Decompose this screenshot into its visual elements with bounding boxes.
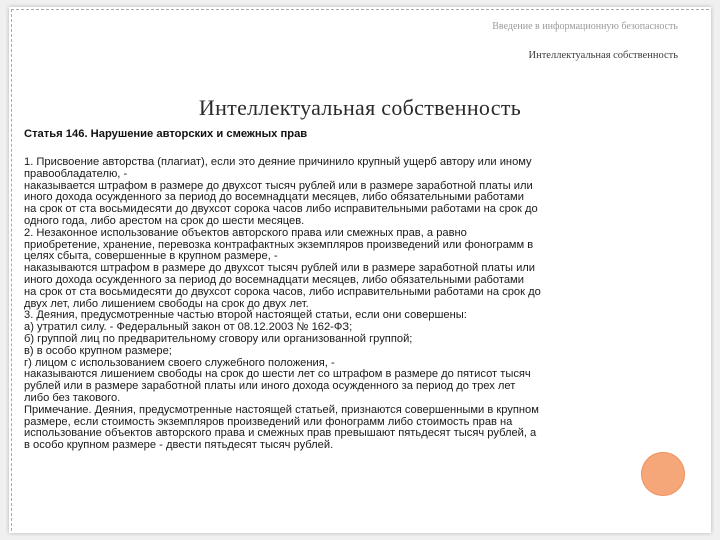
body-line: использование объектов авторского права и смежных прав превышают пятьдесят тысяч рублей, а — [24, 427, 537, 440]
body-line: либо без такового. — [24, 391, 121, 404]
body-line: а) утратил силу. - Федеральный закон от 08.12.2003 № 162-ФЗ; — [24, 321, 353, 334]
body-line: рублей или в размере заработной платы или иного дохода осужденного за период до трех лет — [24, 380, 516, 393]
body-line: Примечание. Деяния, предусмотренные настоящей статьей, признаются совершенными в крупном — [24, 403, 539, 416]
body-line: правообладателю, - — [24, 167, 128, 180]
body-line: наказываются лишением свободы на срок до шести лет со штрафом в размере до пятисот тысяч — [24, 368, 531, 381]
body-line: 2. Незаконное использование объектов авторского права или смежных прав, а равно — [24, 226, 467, 239]
body-line: на срок от ста восьмидесяти до двухсот сорока часов, либо исправительными работами на срок до — [24, 285, 541, 298]
body-line: 1. Присвоение авторства (плагиат), если это деяние причинило крупный ущерб автору или иному — [24, 156, 532, 168]
body-line: наказывается штрафом в размере до двухсот тысяч рублей или в размере заработной платы или — [24, 179, 533, 192]
slide-title: Интеллектуальная собственность — [198, 95, 522, 120]
body-line: в особо крупном размере - двести пятьдесят тысяч рублей. — [24, 439, 334, 452]
body-line: наказываются штрафом в размере до двухсот тысяч рублей или в размере заработной платы или — [24, 262, 536, 275]
header-subtitle: Интеллектуальная собственность — [528, 50, 678, 61]
body-line: б) группой лиц по предварительному сговору или организованной группой; — [24, 332, 413, 345]
orange-circle-icon — [641, 452, 685, 496]
body-line: 3. Деяния, предусмотренные частью второй настоящей статьи, если они совершены: — [24, 309, 467, 322]
body-line: г) лицом с использованием своего служебного положения, - — [24, 356, 335, 369]
body-line: размере, если стоимость экземпляров произведений или фонограмм либо стоимость прав на — [24, 415, 513, 428]
article-heading: Статья 146. Нарушение авторских и смежных прав — [24, 128, 308, 140]
dashed-border-top — [11, 9, 709, 10]
body-line: на срок от ста восьмидесяти до двухсот сорока часов либо исправительными работами на срок до — [24, 203, 538, 216]
body-line: в) в особо крупном размере; — [24, 344, 172, 357]
article-body — [24, 157, 639, 452]
body-line: иного дохода осужденного за период до восемнадцати месяцев, либо обязательными работами — [24, 273, 524, 286]
body-line: одного года, либо арестом на срок до шести месяцев. — [24, 214, 305, 227]
header-top-caption: Введение в информационную безопасность — [492, 21, 678, 32]
body-line: приобретение, хранение, перевозка контрафактных экземпляров произведений или фонограмм в — [24, 238, 534, 251]
body-line: целях сбыта, совершенные в крупном размере, - — [24, 250, 278, 263]
body-line: двух лет, либо лишением свободы на срок до двух лет. — [24, 297, 309, 310]
body-line: иного дохода осужденного за период до восемнадцати месяцев, либо обязательными работами — [24, 191, 524, 204]
dashed-border-left — [11, 9, 12, 531]
